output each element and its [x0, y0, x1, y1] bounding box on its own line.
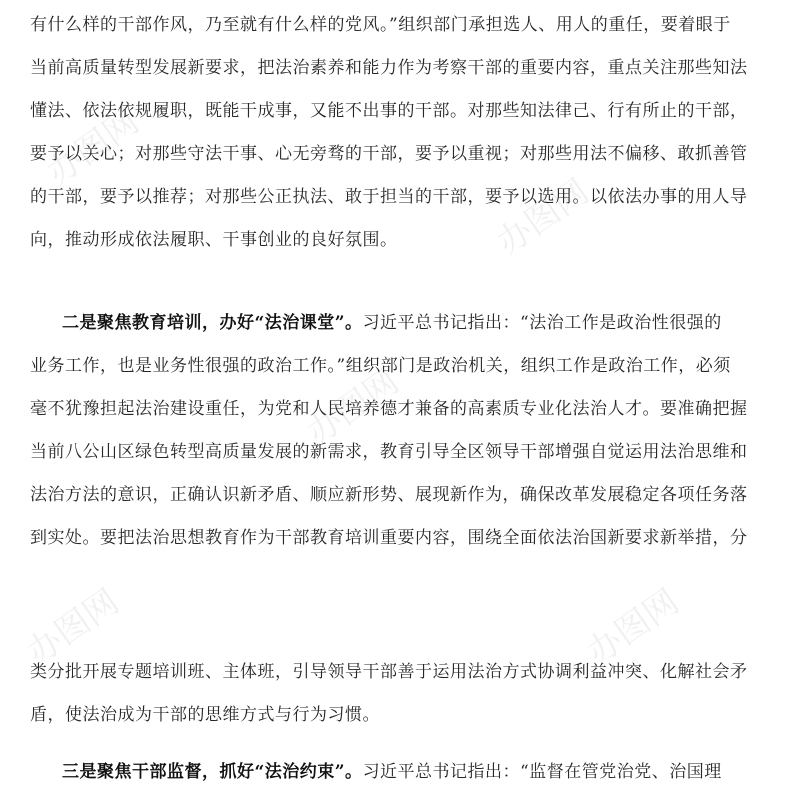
paragraph-line: 有什么样的干部作风，乃至就有什么样的党风。”组织部门承担选人、用人的重任，要着眼于 [30, 15, 731, 35]
paragraph-line: 盾，使法治成为干部的思维方式与行为习惯。 [30, 705, 380, 725]
watermark: 办图网 [299, 361, 407, 454]
paragraph-line: 到实处。要把法治思想教育作为干部教育培训重要内容，围绕全面依法治国新要求新举措，分 [30, 528, 748, 548]
paragraph-line: 毫不犹豫担起法治建设重任，为党和人民培养德才兼备的高素质专业化法治人才。要准确把握 [30, 399, 748, 419]
paragraph-line: 懂法、依法依规履职，既能干成事，又能不出事的干部。对那些知法律己、行有所止的干部， [30, 101, 748, 121]
watermark: 办图网 [39, 101, 147, 194]
paragraph-line: 向，推动形成依法履职、干事创业的良好氛围。 [30, 230, 398, 250]
paragraph-line: 法治方法的意识，正确认识新矛盾、顺应新形势、展现新作为，确保改革发展稳定各项任务落 [30, 485, 748, 505]
paragraph-line: 当前八公山区绿色转型高质量发展的新需求，教育引导全区领导干部增强自觉运用法治思维和 [30, 442, 748, 462]
paragraph-line [62, 760, 770, 784]
paragraph-line: 的干部，要予以推荐；对那些公正执法、敢于担当的干部，要予以选用。以依法办事的用人导 [30, 187, 748, 207]
section-heading: 三是聚焦干部监督，抓好“法治约束”。 [62, 762, 363, 782]
paragraph-text: 习近平总书记指出：“监督在管党治党、治国理 [362, 762, 722, 782]
section-heading: 二是聚焦教育培训，办好“法治课堂”。 [62, 313, 363, 333]
paragraph-text: 习近平总书记指出：“法治工作是政治性很强的 [362, 313, 722, 333]
watermark: 办图网 [579, 581, 687, 674]
paragraph-line: 要予以关心；对那些守法干事、心无旁骛的干部，要予以重视；对那些用法不偏移、敢抓善管 [30, 144, 748, 164]
paragraph-line [62, 311, 770, 335]
watermark: 办图网 [489, 171, 597, 264]
paragraph-line: 业务工作，也是业务性很强的政治工作。”组织部门是政治机关，组织工作是政治工作，必须 [30, 356, 731, 376]
paragraph-line: 类分批开展专题培训班、主体班，引导领导干部善于运用法治方式协调利益冲突、化解社会矛 [30, 662, 748, 682]
watermark: 办图网 [19, 581, 127, 674]
paragraph-line: 当前高质量转型发展新要求，把法治素养和能力作为考察干部的重要内容，重点关注那些知法 [30, 58, 748, 78]
